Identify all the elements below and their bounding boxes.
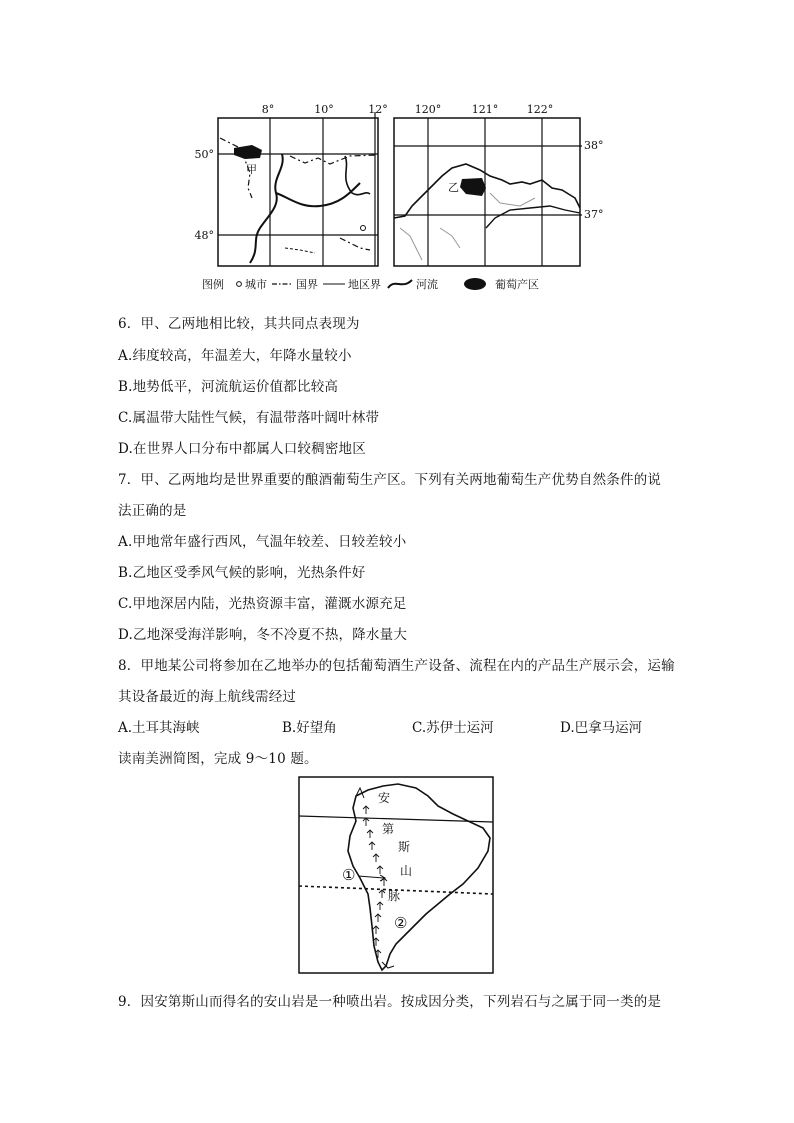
question-7-stem-line2: 法正确的是 <box>118 503 187 519</box>
svg-text:37°: 37° <box>584 208 604 221</box>
question-7-option-c: C.甲地深居内陆，光热资源丰富，灌溉水源充足 <box>118 596 407 612</box>
svg-text:48°: 48° <box>194 229 214 242</box>
svg-text:城市: 城市 <box>245 278 267 291</box>
svg-text:38°: 38° <box>584 139 604 152</box>
svg-text:120°: 120° <box>414 103 442 116</box>
svg-text:斯: 斯 <box>398 840 411 854</box>
right-map-frame <box>394 118 580 266</box>
svg-text:122°: 122° <box>526 103 554 116</box>
svg-text:葡萄产区: 葡萄产区 <box>495 278 539 291</box>
map-legend <box>202 277 539 291</box>
svg-text:脉: 脉 <box>388 889 401 903</box>
svg-text:50°: 50° <box>194 148 214 161</box>
city-icon <box>361 226 366 231</box>
question-6-stem: 6．甲、乙两地相比较，其共同点表现为 <box>118 316 360 332</box>
question-7-option-d: D.乙地深受海洋影响，冬不冷夏不热，降水量大 <box>118 627 408 643</box>
question-9-stem: 9．因安第斯山而得名的安山岩是一种喷出岩。按成因分类，下列岩石与之属于同一类的是 <box>118 994 662 1010</box>
figure-europe-china-maps <box>190 98 604 298</box>
grape-area-jia <box>234 145 262 159</box>
svg-text:乙: 乙 <box>448 181 459 194</box>
svg-text:地区界: 地区界 <box>348 278 381 291</box>
question-7-stem-line1: 7．甲、乙两地均是世界重要的酿酒葡萄生产区。下列有关两地葡萄生产优势自然条件的说 <box>118 472 662 488</box>
left-map-frame <box>218 118 378 266</box>
svg-text:第: 第 <box>382 822 395 836</box>
maps-svg <box>190 98 604 298</box>
svg-text:甲: 甲 <box>246 163 257 176</box>
question-8-option-a: A.土耳其海峡 <box>118 720 200 736</box>
svg-text:图例: 图例 <box>202 278 224 291</box>
question-7-option-b: B.乙地区受季风气候的影响，光热条件好 <box>118 565 366 581</box>
svg-text:121°: 121° <box>471 103 499 116</box>
question-8-stem-line1: 8．甲地某公司将参加在乙地举办的包括葡萄酒生产设备、流程在内的产品生产展示会，运输 <box>118 658 675 674</box>
question-8-stem-line2: 其设备最近的海上航线需经过 <box>118 689 297 705</box>
question-8-option-c: C.苏伊士运河 <box>412 720 494 736</box>
question-6-option-d: D.在世界人口分布中都属人口较稠密地区 <box>118 441 366 457</box>
question-6-option-b: B.地势低平，河流航运价值都比较高 <box>118 379 339 395</box>
svg-text:②: ② <box>394 914 408 932</box>
svg-text:8°: 8° <box>261 103 275 116</box>
section-intro: 读南美洲简图，完成 9～10 题。 <box>118 751 318 767</box>
svg-text:山: 山 <box>400 864 413 878</box>
figure-south-america <box>298 776 494 974</box>
south-america-svg <box>298 776 494 974</box>
svg-text:河流: 河流 <box>416 278 438 291</box>
question-8-option-d: D.巴拿马运河 <box>560 720 643 736</box>
svg-text:10°: 10° <box>314 103 334 116</box>
grape-area-yi <box>460 178 486 196</box>
question-7-option-a: A.甲地常年盛行西风，气温年较差、日较差较小 <box>118 534 407 550</box>
question-6-option-c: C.属温带大陆性气候，有温带落叶阔叶林带 <box>118 410 380 426</box>
svg-text:12°: 12° <box>368 103 388 116</box>
svg-text:国界: 国界 <box>296 278 318 291</box>
svg-text:安: 安 <box>378 791 391 805</box>
question-8-option-b: B.好望角 <box>282 720 337 736</box>
svg-text:①: ① <box>342 866 356 884</box>
question-6-option-a: A.纬度较高，年温差大，年降水量较小 <box>118 348 352 364</box>
